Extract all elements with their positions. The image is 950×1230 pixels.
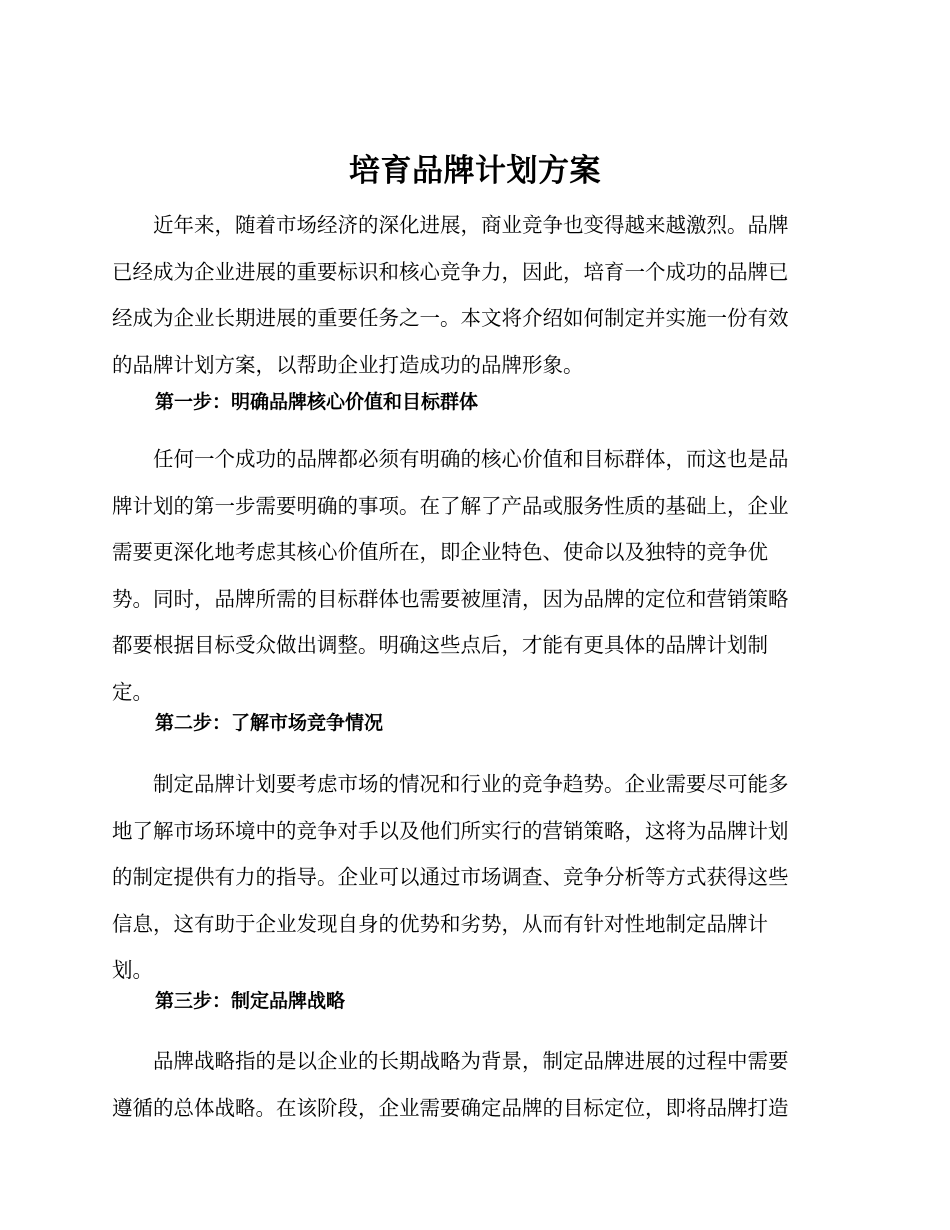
page-title: 培育品牌计划方案 [349, 153, 601, 189]
step-3-paragraph [112, 1038, 836, 1131]
paragraph-line: 任何一个成功的品牌都必须有明确的核心价值和目标群体，而这也是品 [153, 447, 789, 471]
paragraph-line: 已经成为企业进展的重要标识和核心竞争力，因此，培育一个成功的品牌已 [112, 259, 789, 284]
paragraph-line: 地了解市场环境中的竞争对手以及他们所实行的营销策略，这将为品牌计划 [112, 818, 789, 843]
paragraph-line: 牌计划的第一步需要明确的事项。在了解了产品或服务性质的基础上，企业 [112, 493, 789, 518]
paragraph-line: 定。 [112, 679, 153, 704]
paragraph-line: 遵循的总体战略。在该阶段，企业需要确定品牌的目标定位，即将品牌打造 [112, 1095, 789, 1120]
paragraph-line: 划。 [112, 958, 153, 982]
paragraph-line: 势。同时，品牌所需的目标群体也需要被厘清，因为品牌的定位和营销策略 [112, 586, 789, 611]
section-heading-step-1: 第一步：明确品牌核心价值和目标群体 [155, 391, 479, 413]
paragraph-line: 品牌战略指的是以企业的长期战略为背景，制定品牌进展的过程中需要 [153, 1049, 789, 1073]
paragraph-line: 制定品牌计划要考虑市场的情况和行业的竞争趋势。企业需要尽可能多 [153, 772, 789, 796]
paragraph-line: 的制定提供有力的指导。企业可以通过市场调查、竞争分析等方式获得这些 [112, 865, 789, 889]
step-2-paragraph [112, 761, 836, 994]
paragraph-line: 信息，这有助于企业发现自身的优势和劣势，从而有针对性地制定品牌计 [112, 911, 768, 936]
section-heading-step-2: 第二步：了解市场竞争情况 [155, 712, 384, 734]
paragraph-line: 的品牌计划方案，以帮助企业打造成功的品牌形象。 [112, 352, 584, 377]
step-1-paragraph [112, 436, 836, 715]
intro-paragraph [112, 202, 836, 388]
section-heading-step-3: 第三步：制定品牌战略 [155, 990, 346, 1012]
paragraph-line: 经成为企业长期进展的重要任务之一。本文将介绍如何制定并实施一份有效 [112, 306, 789, 330]
paragraph-line: 近年来，随着市场经济的深化进展，商业竞争也变得越来越激烈。品牌 [153, 213, 789, 237]
paragraph-line: 需要更深化地考虑其核心价值所在，即企业特色、使命以及独特的竞争优 [112, 540, 768, 564]
paragraph-line: 都要根据目标受众做出调整。明确这些点后，才能有更具体的品牌计划制 [112, 633, 768, 657]
